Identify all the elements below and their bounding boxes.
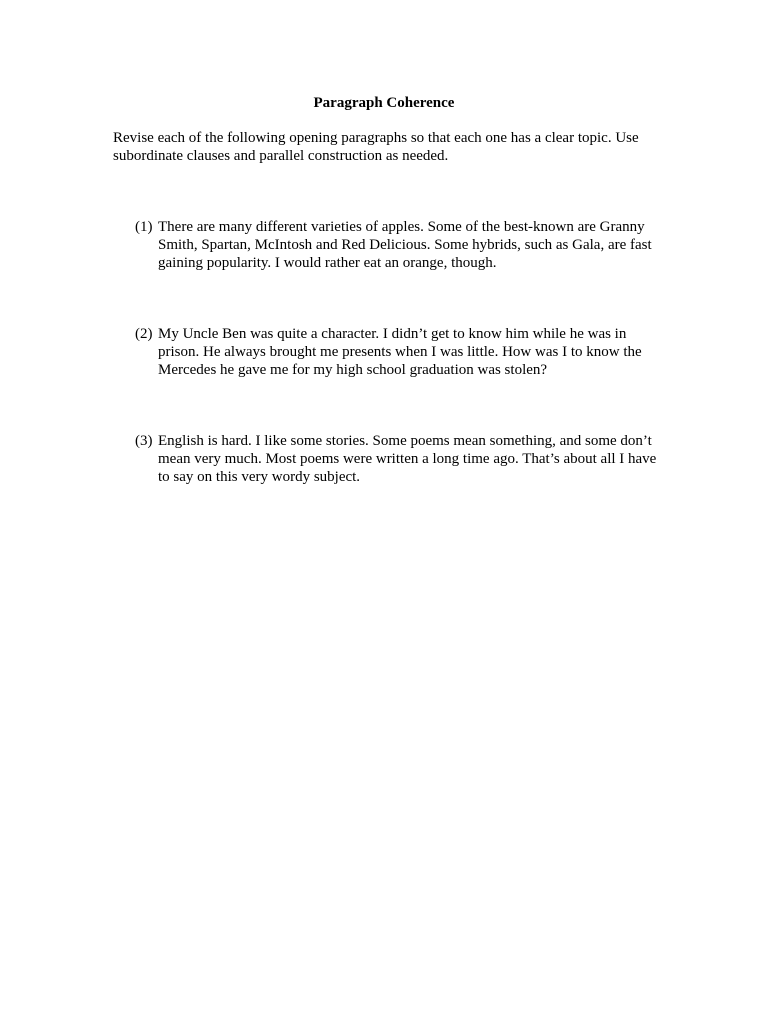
list-item bbox=[135, 325, 665, 379]
document-title: Paragraph Coherence bbox=[313, 95, 455, 111]
instructions-paragraph: Revise each of the following opening paragraphs so that each one has a clear topic. Use subordinate clauses and parallel construction as needed. bbox=[113, 130, 639, 164]
item-text: My Uncle Ben was quite a character. I didn’t get to know him while he was in prison. He always brought me presents when I was little. How was I to know the Mercedes he gave me for my high school graduation was stolen? bbox=[158, 326, 642, 378]
item-text: There are many different varieties of apples. Some of the best-known are Granny Smith, Spartan, McIntosh and Red Delicious. Some hybrids, such as Gala, are fast gaining popularity. I would rather eat an orange, though. bbox=[158, 219, 652, 271]
list-item bbox=[135, 218, 665, 272]
item-number: (1) bbox=[135, 219, 153, 235]
item-number: (2) bbox=[135, 326, 153, 342]
list-item bbox=[135, 432, 665, 486]
item-text: English is hard. I like some stories. Some poems mean something, and some don’t mean very much. Most poems were written a long time ago. That’s about all I have to say on this very wordy subject. bbox=[158, 433, 657, 485]
item-number: (3) bbox=[135, 433, 153, 449]
